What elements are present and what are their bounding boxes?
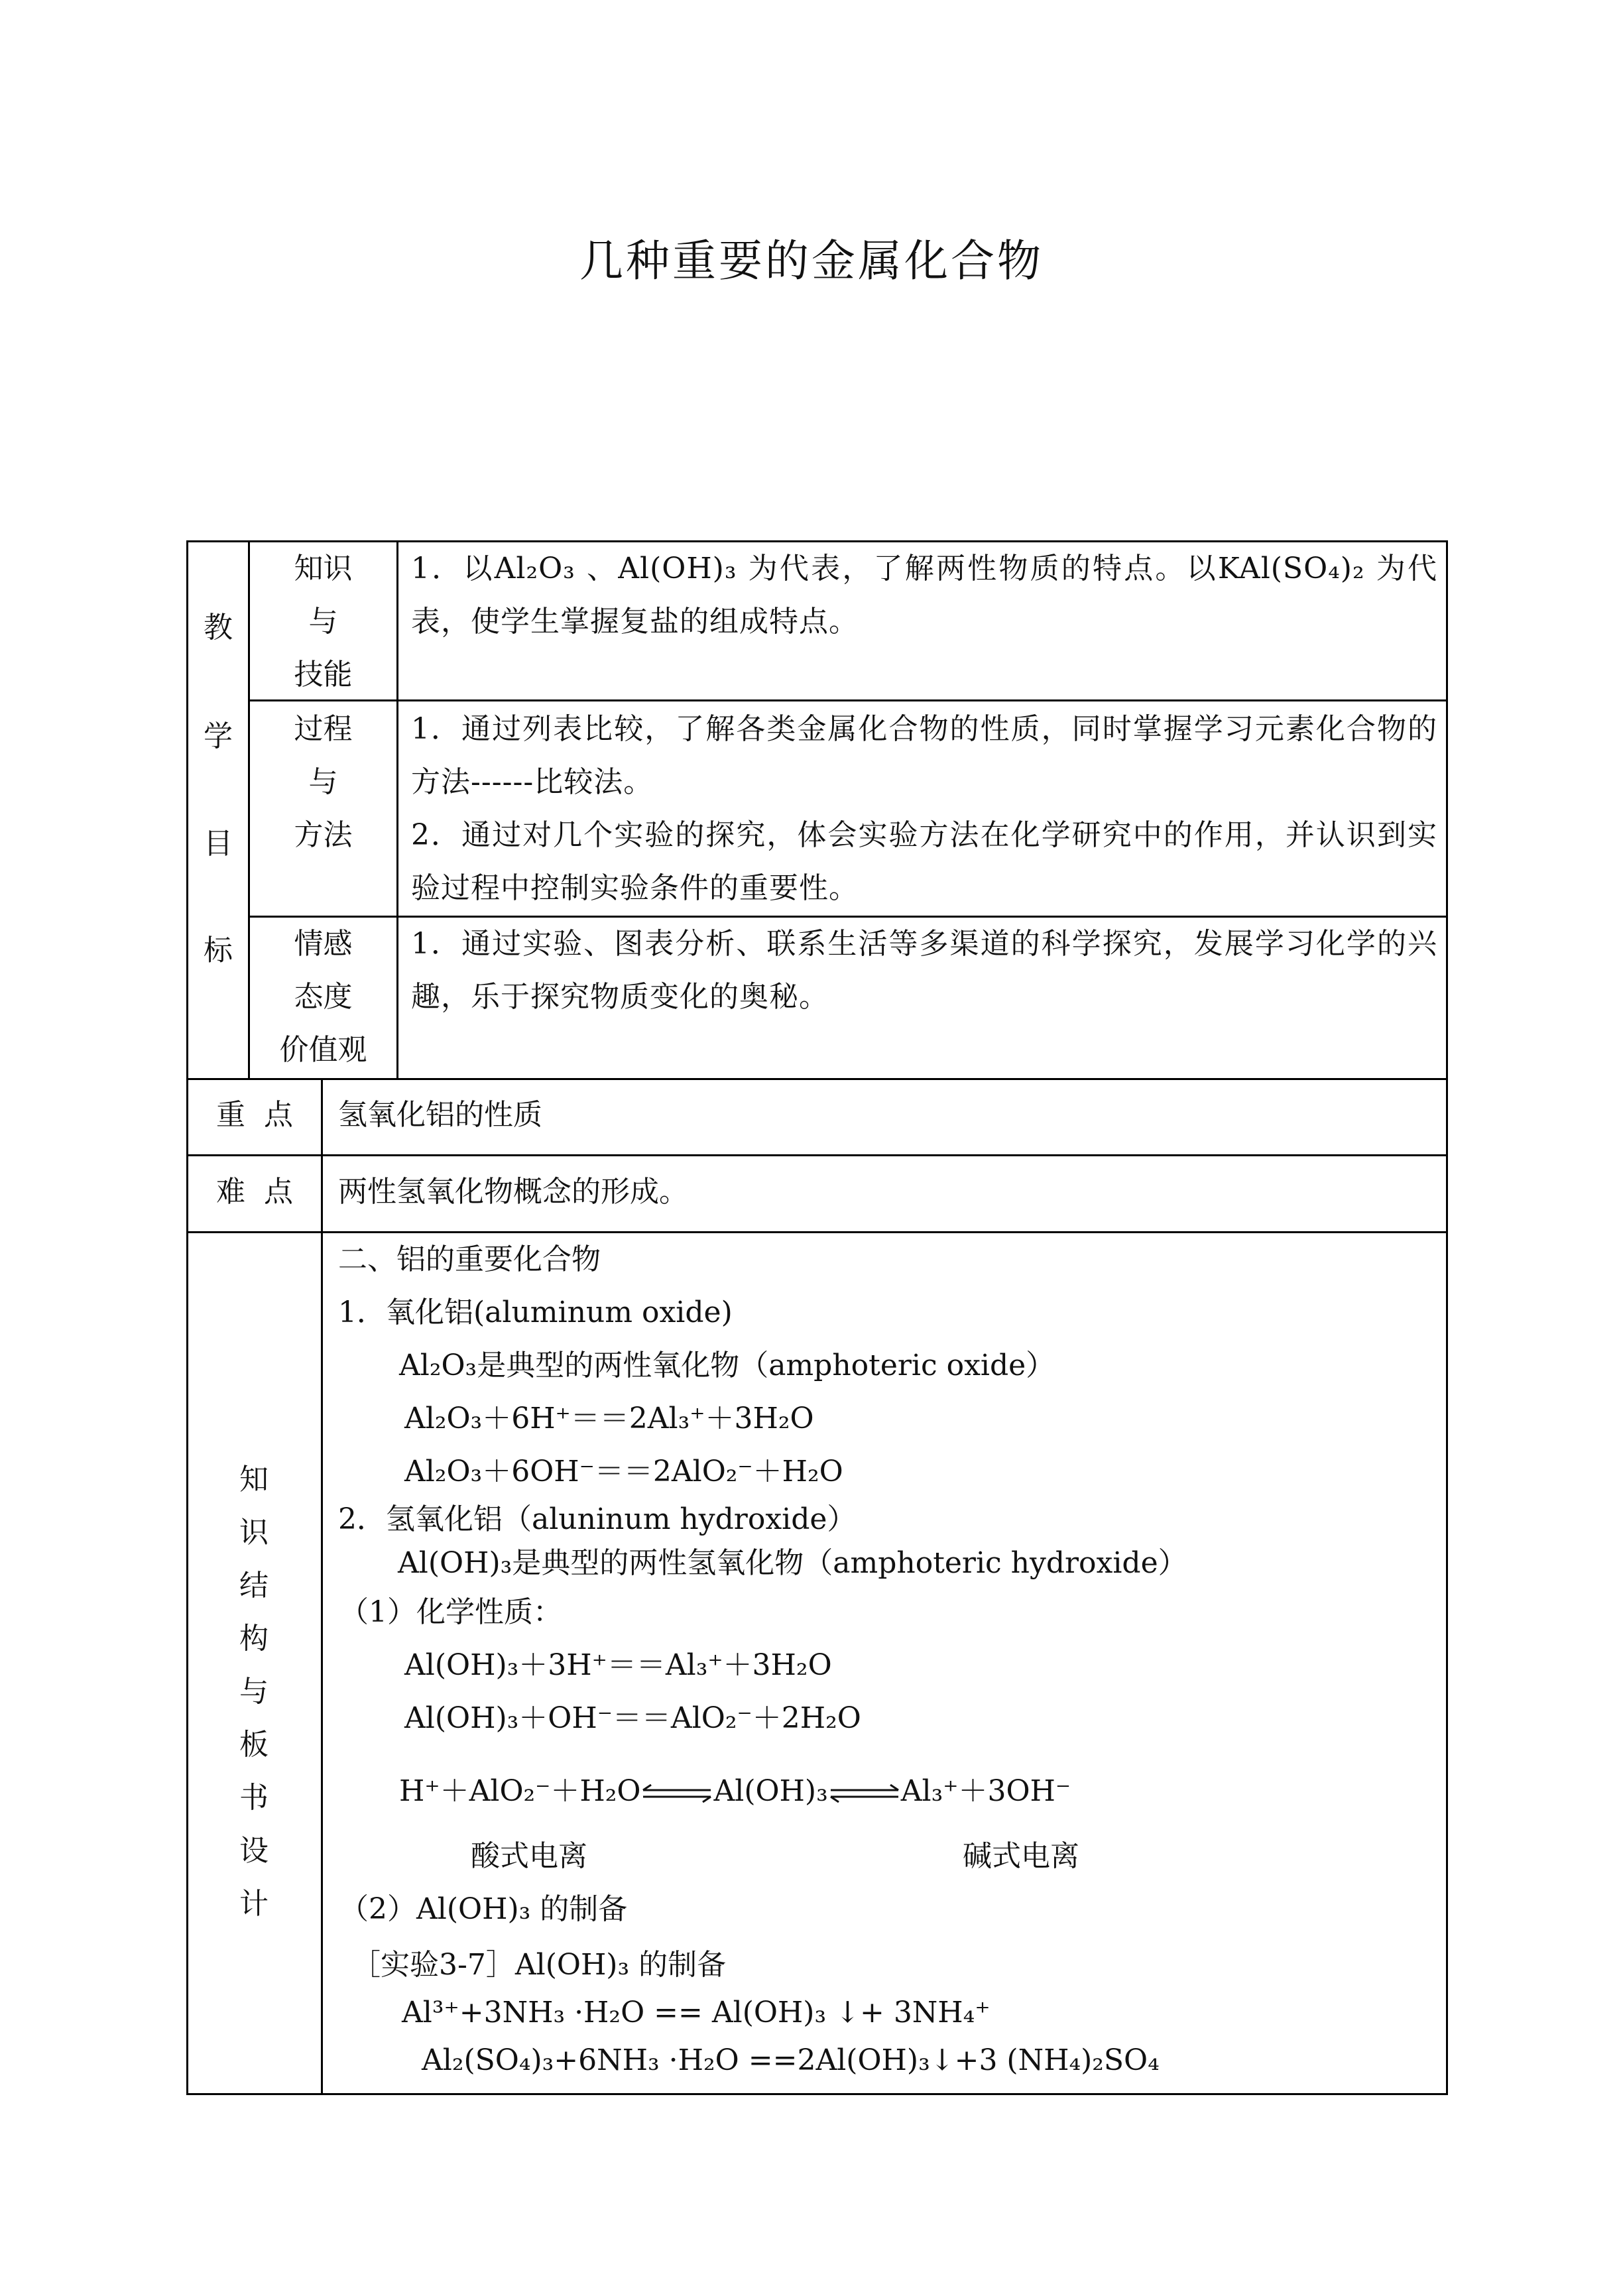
divider xyxy=(321,1078,323,2095)
row-label: 情感 态度 价值观 xyxy=(279,927,367,1067)
structure-label-char: 设 xyxy=(239,1834,269,1868)
structure-line: Al(OH)₃＋OH⁻＝＝AlO₂⁻＋2H₂O xyxy=(404,1701,861,1735)
ionization-equation xyxy=(399,1765,1071,1818)
ionization-middle: Al(OH)₃ xyxy=(713,1774,828,1808)
equilibrium-arrow-icon xyxy=(828,1783,901,1803)
objective-content: 1．通过实验、图表分析、联系生活等多渠道的科学探究，发展学习化学的兴趣，乐于探究物质变化的奥秘。 xyxy=(411,927,1437,1014)
structure-line: Al(OH)₃＋3H⁺＝＝Al₃⁺＋3H₂O xyxy=(404,1648,832,1682)
ionization-left: H⁺＋AlO₂⁻＋H₂O xyxy=(399,1774,641,1808)
key-point-label: 重 点 xyxy=(216,1098,293,1132)
table-border-bottom xyxy=(186,2093,1448,2095)
table-border-right xyxy=(1446,540,1448,2095)
structure-line: 1．氧化铝(aluminum oxide) xyxy=(338,1296,733,1329)
objectives-label-char: 标 xyxy=(204,934,233,967)
acid-ionization-label: 酸式电离 xyxy=(471,1839,587,1873)
divider xyxy=(396,540,398,1079)
structure-line: 2．氢氧化铝（aluninum hydroxide） xyxy=(338,1502,857,1536)
structure-line: （1）化学性质： xyxy=(339,1595,562,1629)
ionization-right: Al₃⁺＋3OH⁻ xyxy=(900,1774,1071,1808)
structure-label-char: 与 xyxy=(239,1675,269,1709)
equilibrium-arrow-icon xyxy=(640,1783,713,1803)
row-label: 知识 与 技能 xyxy=(294,552,353,692)
structure-line: Al₂O₃＋6OH⁻＝＝2AlO₂⁻＋H₂O xyxy=(404,1455,843,1488)
structure-line: （2）Al(OH)₃ 的制备 xyxy=(339,1892,628,1926)
structure-label-char: 书 xyxy=(239,1781,269,1815)
structure-label-char: 识 xyxy=(239,1516,269,1549)
divider xyxy=(186,1078,1448,1080)
objectives-label-char: 目 xyxy=(204,827,233,861)
structure-line: Al₂O₃是典型的两性氧化物（amphoteric oxide） xyxy=(399,1349,1055,1382)
structure-label-char: 构 xyxy=(239,1622,269,1656)
structure-label-char: 板 xyxy=(239,1728,269,1762)
objective-content: 1．以Al₂O₃ 、Al(OH)₃ 为代表，了解两性物质的特点。以KAl(SO₄)₂ 为代表，使学生掌握复盐的组成特点。 xyxy=(411,552,1437,638)
key-point-content: 氢氧化铝的性质 xyxy=(338,1098,542,1132)
document-title: 几种重要的金属化合物 xyxy=(579,235,1044,286)
table-border-left xyxy=(186,540,188,2095)
structure-label-char: 结 xyxy=(239,1569,269,1602)
row-label: 过程 与 方法 xyxy=(294,712,353,852)
divider xyxy=(248,699,1448,701)
structure-label-char: 知 xyxy=(239,1463,269,1496)
structure-line: Al₂O₃＋6H⁺＝＝2Al₃⁺＋3H₂O xyxy=(404,1402,814,1435)
structure-line: ［实验3-7］Al(OH)₃ 的制备 xyxy=(351,1948,727,1982)
divider xyxy=(186,1154,1448,1156)
objectives-label-char: 学 xyxy=(204,719,233,753)
structure-line: Al₂(SO₄)₃+6NH₃ ·H₂O ==2Al(OH)₃↓+3 (NH₄)₂SO₄ xyxy=(422,2043,1160,2077)
difficulty-content: 两性氢氧化物概念的形成。 xyxy=(338,1175,688,1209)
base-ionization-label: 碱式电离 xyxy=(963,1839,1079,1873)
structure-line: Al(OH)₃是典型的两性氢氧化物（amphoteric hydroxide） xyxy=(398,1546,1187,1580)
objectives-label-char: 教 xyxy=(204,611,233,644)
structure-line: Al³⁺+3NH₃ ·H₂O == Al(OH)₃ ↓+ 3NH₄⁺ xyxy=(402,1996,991,2029)
objective-content: 1．通过列表比较，了解各类金属化合物的性质，同时掌握学习元素化合物的方法------比较法。 2．通过对几个实验的探究，体会实验方法在化学研究中的作用，并认识到实验过程中控制实验条件的重要性。 xyxy=(411,712,1437,905)
structure-line: 二、铝的重要化合物 xyxy=(338,1242,601,1276)
structure-label-char: 计 xyxy=(239,1887,269,1921)
difficulty-label: 难 点 xyxy=(216,1175,293,1209)
